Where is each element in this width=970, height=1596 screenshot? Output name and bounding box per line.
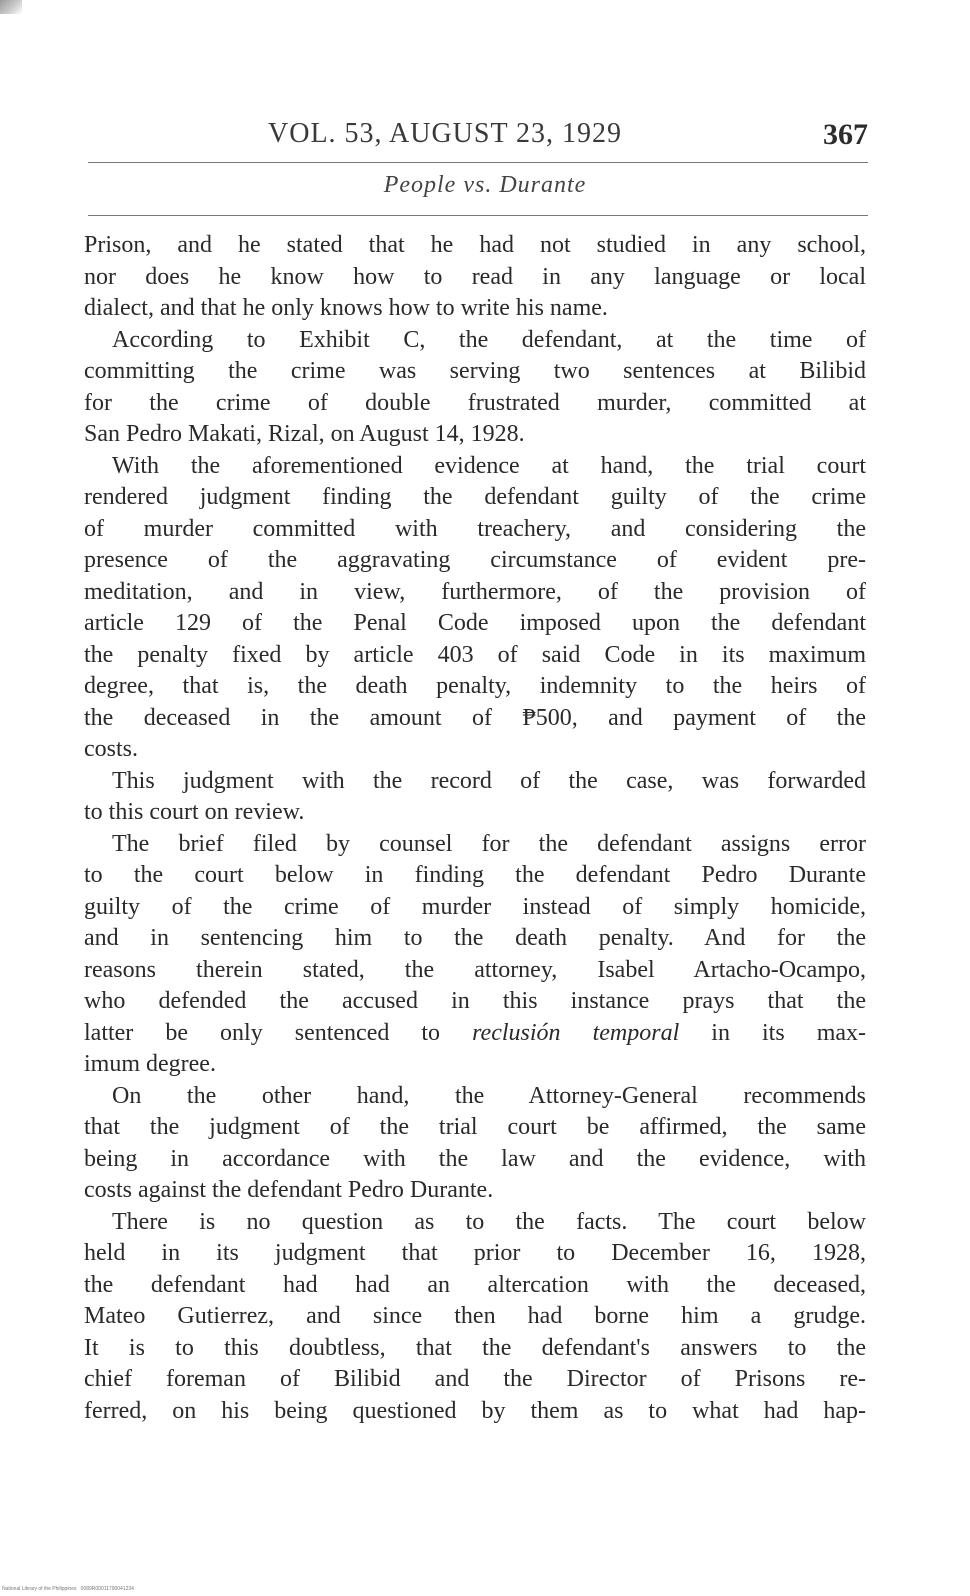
footer-credit [2,1586,134,1592]
text-line: of murder committed with treachery, and considering the [84,515,866,542]
scan-corner-mark [0,0,22,14]
page-number: 367 [823,118,868,151]
footer-library: National Library of the Philippines [2,1586,77,1592]
header-rule-top [88,162,868,163]
text-line: committing the crime was serving two sentences at Bilibid [84,358,866,384]
text-line: guilty of the crime of murder instead of simply homicide, [84,893,866,920]
text-line: costs against the defendant Pedro Durante. [84,1177,494,1203]
header-rule-bottom [88,215,868,216]
text-line: the penalty fixed by article 403 of said Code in its maximum [84,641,866,668]
text-line-with-italic [84,1018,866,1050]
text-line: It is to this doubtless, that the defendant's answers to the [84,1334,866,1361]
text-line: degree, that is, the death penalty, indemnity to the heirs of [84,673,866,699]
text-line: to this court on review. [84,799,305,825]
text-line: presence of the aggravating circumstance of evident pre- [84,547,866,573]
text-line: imum degree. [84,1051,216,1077]
text-line: the deceased in the amount of ₱500, and payment of the [84,704,866,731]
text-line: meditation, and in view, furthermore, of the provision of [84,578,866,605]
text-segment: in its max- [711,1019,866,1046]
text-line: On the other hand, the Attorney-General recommends [112,1082,866,1109]
text-line: rendered judgment finding the defendant guilty of the crime [84,484,866,510]
text-line: costs. [84,736,138,762]
text-line: and in sentencing him to the death penalty. And for the [84,925,866,951]
text-line: nor does he know how to read in any language or local [84,263,866,290]
page-header [88,118,868,160]
text-line: This judgment with the record of the case, was forwarded [112,767,866,794]
body-text [84,230,866,1427]
italic-term: reclusión temporal [472,1019,680,1046]
text-line: chief foreman of Bilibid and the Director of Prisons re- [84,1366,866,1392]
text-line: who defended the accused in this instance prays that the [84,988,866,1014]
running-head: VOL. 53, AUGUST 23, 1929 [268,118,623,149]
text-line: Prison, and he stated that he had not studied in any school, [84,232,866,258]
case-title: People vs. Durante [383,172,587,198]
text-line: being in accordance with the law and the evidence, with [84,1145,866,1172]
text-segment: latter be only sentenced to [84,1019,441,1046]
text-line: According to Exhibit C, the defendant, at the time of [112,326,866,353]
text-line: article 129 of the Penal Code imposed upon the defendant [84,610,866,636]
text-line: The brief filed by counsel for the defendant assigns error [112,830,866,857]
text-line: Mateo Gutierrez, and since then had borne him a grudge. [84,1303,866,1329]
text-line: With the aforementioned evidence at hand, the trial court [112,452,866,479]
text-line: held in its judgment that prior to December 16, 1928, [84,1240,866,1266]
text-line: There is no question as to the facts. The court below [112,1208,866,1235]
text-line: for the crime of double frustrated murder, committed at [84,389,866,416]
text-line: the defendant had had an altercation with the deceased, [84,1271,866,1298]
text-line: ferred, on his being questioned by them as to what had hap- [84,1397,866,1424]
text-line: reasons therein stated, the attorney, Isabel Artacho-Ocampo, [84,956,866,983]
footer-code: 0089R00011790041234 [80,1586,134,1592]
text-line: San Pedro Makati, Rizal, on August 14, 1928. [84,421,525,447]
text-line: dialect, and that he only knows how to write his name. [84,295,608,321]
text-line: to the court below in finding the defendant Pedro Durante [84,862,866,888]
text-line: that the judgment of the trial court be affirmed, the same [84,1114,866,1140]
